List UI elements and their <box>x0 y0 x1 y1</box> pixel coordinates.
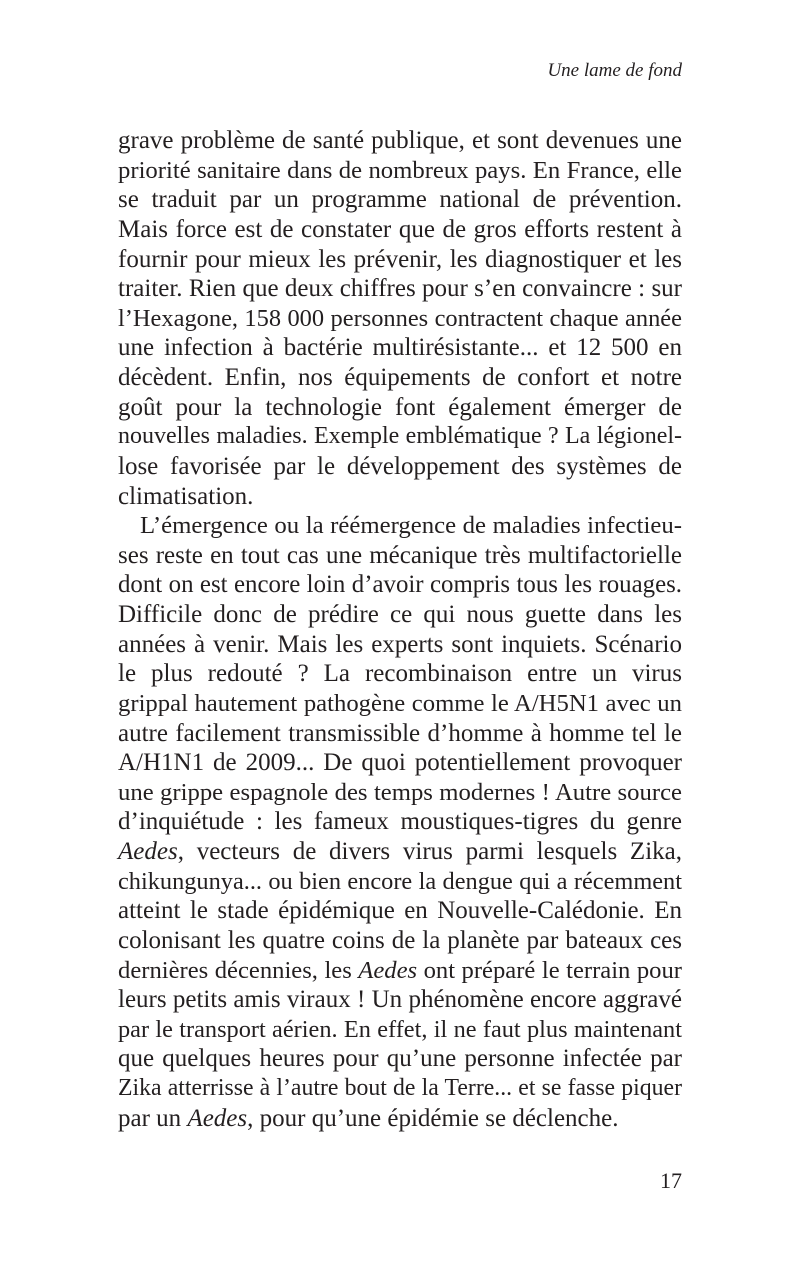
text-line <box>118 659 682 689</box>
text-line <box>118 807 682 837</box>
text-line <box>118 1074 682 1104</box>
text-line <box>118 333 682 363</box>
text-segment: dont on est encore loin d’avoir compris tous les rouages. <box>118 571 682 599</box>
text-line <box>118 482 682 512</box>
italic-term: Aedes <box>118 838 178 865</box>
text-segment: chikungunya... ou bien encore la dengue qui a récemment <box>118 867 682 895</box>
text-line <box>118 274 682 304</box>
text-line <box>118 215 682 245</box>
text-line <box>118 926 682 956</box>
text-segment: goût pour la technologie font également émerger de <box>118 393 682 421</box>
text-line <box>118 1104 682 1134</box>
text-segment: le plus redouté ? La recombinaison entre un virus <box>118 660 682 688</box>
text-segment: par un <box>118 1104 188 1132</box>
text-segment: priorité sanitaire dans de nombreux pays. En France, elle <box>118 156 682 184</box>
text-line <box>118 363 682 393</box>
text-segment: grave problème de santé publique, et sont devenues une <box>118 127 682 154</box>
text-line <box>118 600 682 630</box>
text-line <box>118 126 682 156</box>
text-segment: colonisant les quatre coins de la planète par bateaux ces <box>118 926 682 954</box>
text-segment: fournir pour mieux les prévenir, les diagnostiquer et les <box>118 245 682 273</box>
text-segment: lose favorisée par le développement des systèmes de <box>118 452 682 480</box>
text-line <box>118 185 682 215</box>
body-text <box>118 126 682 1133</box>
text-segment: , vecteurs de divers virus parmi lesquels Zika, <box>177 838 682 865</box>
text-line <box>118 511 682 541</box>
text-line <box>118 956 682 986</box>
text-segment: par le transport aérien. En effet, il ne faut plus maintenant <box>118 1015 682 1043</box>
text-line <box>118 304 682 334</box>
text-line <box>118 245 682 275</box>
text-line <box>118 719 682 749</box>
text-segment: leurs petits amis viraux ! Un phénomène encore aggravé <box>118 986 682 1014</box>
italic-term: Aedes <box>358 956 418 984</box>
text-line <box>118 985 682 1015</box>
text-segment: une grippe espagnole des temps modernes ! Autre source <box>118 778 682 806</box>
text-line <box>118 630 682 660</box>
text-line <box>118 837 682 867</box>
text-segment: nouvelles maladies. Exemple emblématique ? La légionel- <box>118 423 682 450</box>
text-segment: une infection à bactérie multirésistante... et 12 500 en <box>118 334 682 362</box>
running-head: Une lame de fond <box>547 60 682 81</box>
text-segment: d’inquiétude : les fameux moustiques-tigres du genre <box>118 808 682 836</box>
text-line <box>118 570 682 600</box>
text-segment: se traduit par un programme national de prévention. <box>118 186 682 214</box>
text-line <box>118 896 682 926</box>
text-line <box>118 393 682 423</box>
text-segment: L’émergence ou la réémergence de maladies infectieu- <box>140 512 682 540</box>
text-segment: que quelques heures pour qu’une personne infectée par <box>118 1045 682 1073</box>
italic-term: Aedes <box>187 1104 248 1132</box>
text-segment: atteint le stade épidémique en Nouvelle-Calédonie. En <box>118 897 682 925</box>
text-line <box>118 156 682 186</box>
text-line <box>118 541 682 571</box>
text-segment: grippal hautement pathogène comme le A/H5N1 avec un <box>118 689 682 717</box>
text-line <box>118 748 682 778</box>
text-segment: climatisation. <box>118 482 254 510</box>
text-segment: , pour qu’une épidémie se déclenche. <box>247 1104 619 1132</box>
text-line <box>118 778 682 808</box>
text-segment: Zika atterrisse à l’autre bout de la Terre... et se fasse piquer <box>118 1075 682 1101</box>
text-segment: années à venir. Mais les experts sont inquiets. Scénario <box>118 630 682 658</box>
text-segment: traiter. Rien que deux chiffres pour s’en convaincre : sur <box>118 275 682 303</box>
text-segment: A/H1N1 de 2009... De quoi potentiellement provoquer <box>118 749 682 777</box>
text-line <box>118 1044 682 1074</box>
text-line <box>118 452 682 482</box>
text-line <box>118 867 682 897</box>
text-segment: l’Hexagone, 158 000 personnes contractent chaque année <box>118 304 682 332</box>
text-segment: Mais force est de constater que de gros efforts restent à <box>118 215 682 243</box>
text-segment: dernières décennies, les <box>118 956 359 984</box>
text-segment: ses reste en tout cas une mécanique très multifactorielle <box>118 541 682 569</box>
text-segment: autre facilement transmissible d’homme à homme tel le <box>118 719 682 747</box>
text-segment: décèdent. Enfin, nos équipements de confort et notre <box>118 364 682 391</box>
text-segment: ont préparé le terrain pour <box>417 956 682 984</box>
text-line <box>118 1015 682 1045</box>
text-line <box>118 689 682 719</box>
text-segment: Difficile donc de prédire ce qui nous guette dans les <box>118 601 682 628</box>
page-number: 17 <box>660 1168 682 1193</box>
text-line <box>118 422 682 452</box>
